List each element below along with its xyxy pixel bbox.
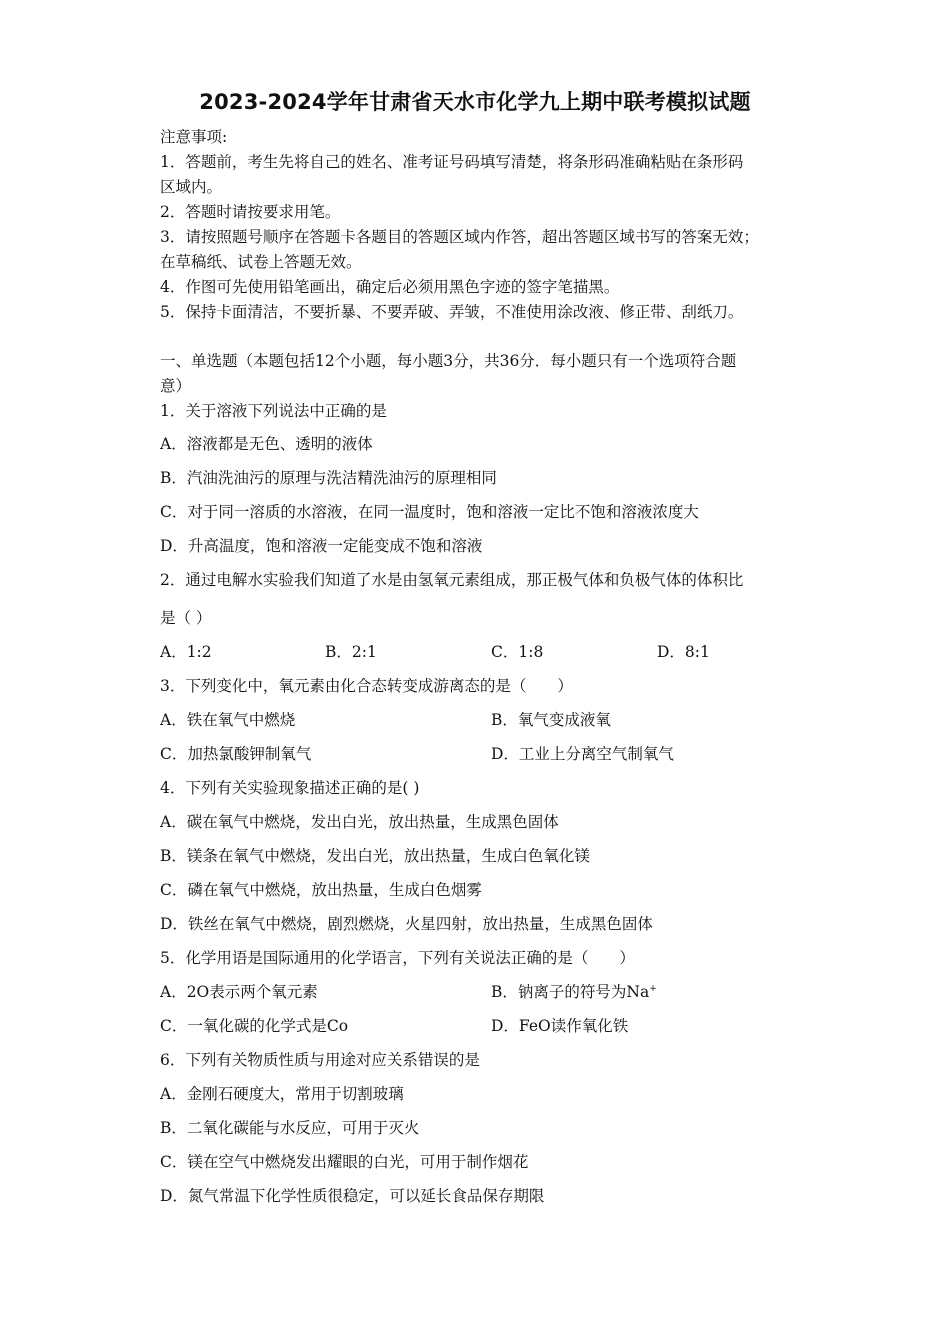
question-1-option-c: C．对于同一溶质的水溶液，在同一温度时，饱和溶液一定比不饱和溶液浓度大	[160, 503, 699, 521]
question-2-option-b: B．2:1	[325, 643, 377, 661]
notice-item: 1．答题前，考生先将自己的姓名、准考证号码填写清楚，将条形码准确粘贴在条形码	[160, 153, 744, 171]
question-2-stem: 2．通过电解水实验我们知道了水是由氢氧元素组成，那正极气体和负极气体的体积比	[160, 571, 744, 589]
notice-item: 3．请按照题号顺序在答题卡各题目的答题区域内作答，超出答题区域书写的答案无效；	[160, 228, 759, 246]
charge-superscript: +	[649, 983, 657, 994]
notice-item: 5．保持卡面清洁，不要折暴、不要弄破、弄皱，不准使用涂改液、修正带、刮纸刀。	[160, 303, 744, 321]
question-4-option-c: C．磷在氧气中燃烧，放出热量，生成白色烟雾	[160, 881, 482, 899]
question-3-option-d: D．工业上分离空气制氧气	[491, 745, 674, 763]
section-heading: 一、单选题（本题包括12个小题，每小题3分，共36分．每小题只有一个选项符合题	[160, 352, 737, 370]
notice-item: 在草稿纸、试卷上答题无效。	[160, 253, 362, 271]
notice-item: 4．作图可先使用铅笔画出，确定后必须用黑色字迹的签字笔描黑。	[160, 278, 620, 296]
question-2-option-d: D．8:1	[657, 643, 710, 661]
question-2-option-c: C．1:8	[491, 643, 544, 661]
question-1-option-d: D．升高温度，饱和溶液一定能变成不饱和溶液	[160, 537, 483, 555]
question-3-option-b: B．氧气变成液氧	[491, 711, 611, 729]
question-2-stem-cont: 是（ ）	[160, 609, 212, 627]
notice-heading: 注意事项:	[160, 128, 228, 146]
question-1-option-a: A．溶液都是无色、透明的液体	[160, 435, 373, 453]
notice-item: 区域内。	[160, 178, 223, 196]
section-heading-cont: 意）	[160, 377, 192, 395]
question-2-option-a: A．1:2	[160, 643, 212, 661]
question-5-option-c: C．一氧化碳的化学式是Co	[160, 1017, 349, 1035]
question-6-option-d: D．氮气常温下化学性质很稳定，可以延长食品保存期限	[160, 1187, 545, 1205]
question-6-option-a: A．金刚石硬度大，常用于切割玻璃	[160, 1085, 404, 1103]
notice-item: 2．答题时请按要求用笔。	[160, 203, 341, 221]
question-1-stem: 1．关于溶液下列说法中正确的是	[160, 402, 387, 420]
question-3-option-c: C．加热氯酸钾制氧气	[160, 745, 312, 763]
question-3-option-a: A．铁在氧气中燃烧	[160, 711, 296, 729]
question-4-option-d: D．铁丝在氧气中燃烧，剧烈燃烧，火星四射，放出热量，生成黑色固体	[160, 915, 653, 933]
question-5-option-b	[491, 982, 657, 1002]
question-5-stem: 5．化学用语是国际通用的化学语言，下列有关说法正确的是（ ）	[160, 949, 635, 967]
question-6-option-c: C．镁在空气中燃烧发出耀眼的白光，可用于制作烟花	[160, 1153, 529, 1171]
question-4-option-b: B．镁条在氧气中燃烧，发出白光，放出热量，生成白色氧化镁	[160, 847, 590, 865]
question-3-stem: 3．下列变化中，氧元素由化合态转变成游离态的是（ ）	[160, 677, 573, 695]
question-1-option-b: B．汽油洗油污的原理与洗洁精洗油污的原理相同	[160, 469, 497, 487]
question-4-option-a: A．碳在氧气中燃烧，发出白光，放出热量，生成黑色固体	[160, 813, 559, 831]
question-5-option-a: A．2O表示两个氧元素	[160, 983, 318, 1001]
question-5-option-d: D．FeO读作氧化铁	[491, 1017, 629, 1035]
question-5-option-b-text: B．钠离子的符号为Na	[491, 983, 650, 1001]
question-6-stem: 6．下列有关物质性质与用途对应关系错误的是	[160, 1051, 480, 1069]
question-6-option-b: B．二氧化碳能与水反应，可用于灭火	[160, 1119, 420, 1137]
page-title: 2023-2024学年甘肃省天水市化学九上期中联考模拟试题	[199, 90, 751, 114]
question-4-stem: 4．下列有关实验现象描述正确的是( )	[160, 779, 420, 797]
